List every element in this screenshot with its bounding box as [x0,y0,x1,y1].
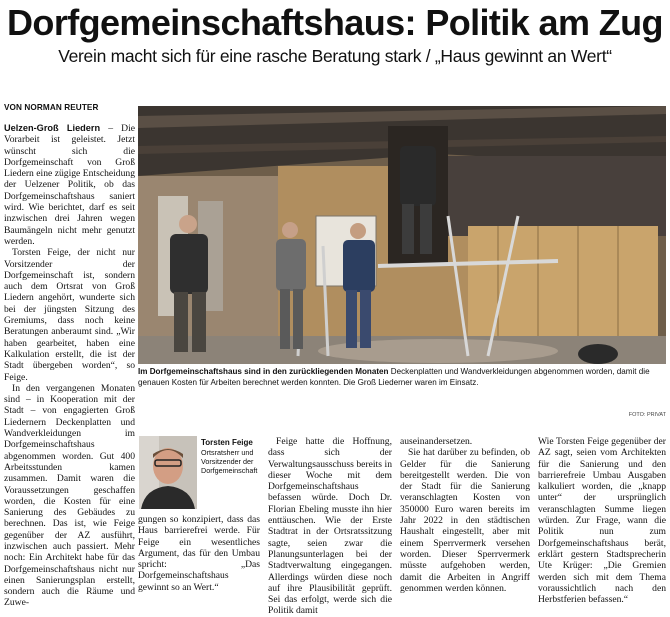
paragraph: auseinandersetzen. [400,436,473,447]
lead-paragraph [4,123,135,247]
lead-text: – Die Vorarbeit ist geleistet. Jetzt wünscht sich die Dorfgemeinschaft von Groß Liedern eine zügige Entscheidung der Uelzener Politik, ob das Dorfgemeinschaftshaus saniert wird. Wie berichtet, darf es seit inzwischen drei Jahren wegen Baumängeln nicht mehr genutzt werden. [4,123,135,247]
photo-credit: FOTO: PRIVAT [628,412,666,418]
photo-caption [138,367,666,388]
paragraph: Wie Torsten Feige gegenüber der AZ sagt, seien vom Architekten für die Sanierung und den barrierefreie Umbau Ausgaben kalkuliert worden, die „knapp unter“ der ursprünglich veranschlagten Summe liegen würden. Zur Frage, wann die Politik nun zum Dorfgemeinschaftshaus berät, erklärt gestern Stadtsprecherin Ute Krüger: „Die Gremien werden sich mit dem Thema voraussichtlich nach den Herbstferien befassen.“ [538,436,666,606]
paragraph: Feige hatte die Hoffnung, dass sich der Verwaltungsausschuss bereits in dieser Woche mit dem Dorfgemeinschaftshaus befassen würde. Doch Dr. Florian Ebeling musste ihn hier enttäuschen. Wie der Erste Stadtrat in der Ortsratssitzung sagte, seien zwar die Planungsunterlagen bei der Stadtverwaltung eingegangen. Allerdings würden diese noch auf ihre Plausibilität geprüft. Sei das erfolgt, werde sich die Politik damit [268,436,392,617]
article-photo [138,106,666,364]
paragraph: gungen so konzipiert, dass das Haus barrierefrei werde. Für Feige ein wesentliches Argument, das für den Umbau spricht: „Das Dorfgemeinschaftshaus gewinnt so an Wert.“ [138,514,260,593]
article-column-1 [4,123,135,607]
paragraph: Torsten Feige, der nicht nur Vorsitzender der Dorfgemeinschaft ist, sondern auch dem Ortsrat von Groß Liedern angehört, wunderte sich bei der jüngsten Sitzung des Gremiums, dass noch keine Beratungen anberaumt sind. „Wir haben gearbeitet, haben eine Kalkulation erstellt, die ist der Stadt übergeben worden“, so Feige. [4,247,135,383]
caption-text: Deckenplatten und Wandverkleidungen abgenommen worden, damit die genauen Kosten für Arbeiten berechnet werden konnten. Die Groß Liederner waren im Einsatz. [138,367,650,387]
article-column-4 [400,436,530,607]
dateline: Uelzen-Groß Liedern [4,123,101,133]
article-column-5 [538,436,666,607]
article-column-3 [268,436,392,617]
subheadline: Verein macht sich für eine rasche Beratung stark / „Haus gewinnt an Wert“ [58,46,612,66]
caption-lead: Im Dorfgemeinschaftshaus sind in den zurückliegenden Monaten [138,367,389,376]
renovation-photo [138,106,666,364]
headline: Dorfgemeinschaftshaus: Politik am Zug [7,2,663,43]
article-column-2 [138,436,260,593]
paragraph: In den vergangenen Monaten sind – in Kooperation mit der Stadt – von engagierten Groß Liedernern Deckenplatten und Wandverkleidungen im Dorfgemeinschaftshaus abgenommen worden. Gut 400 Arbeitsstunden kamen zusammen. Damit waren die Voraussetzungen geschaffen worden, die Kosten für eine Sanierung des Gebäudes zu berechnen. Das ist, wie Feige gegenüber der AZ ausführt, inzwischen auch passiert. Mehr noch: Ein Architekt habe für das Dorfgemeinschaftshaus nicht nur einen Sanierungsplan erstellt, sondern auch die Räume und Zuwe- [4,382,135,609]
paragraph: Sie hat darüber zu befinden, ob Gelder für die Sanierung bereitgestellt werden. Die von der Stadt für die Sanierung veranschlagten Kosten von 350000 Euro waren bereits im Jahr 2022 in den städtischen Haushalt eingestellt, aber mit einem Sperrvermerk versehen worden. Dieser Sperrvermerk müsste aufgehoben werden, damit die Arbeiten in Angriff genommen werden können. [400,447,530,594]
byline: VON NORMAN REUTER [4,103,99,112]
portrait-name: Torsten Feige [201,438,253,447]
portrait-role: Ortsratsherr und Vorsitzender der Dorfgemeinschaft [201,447,258,475]
